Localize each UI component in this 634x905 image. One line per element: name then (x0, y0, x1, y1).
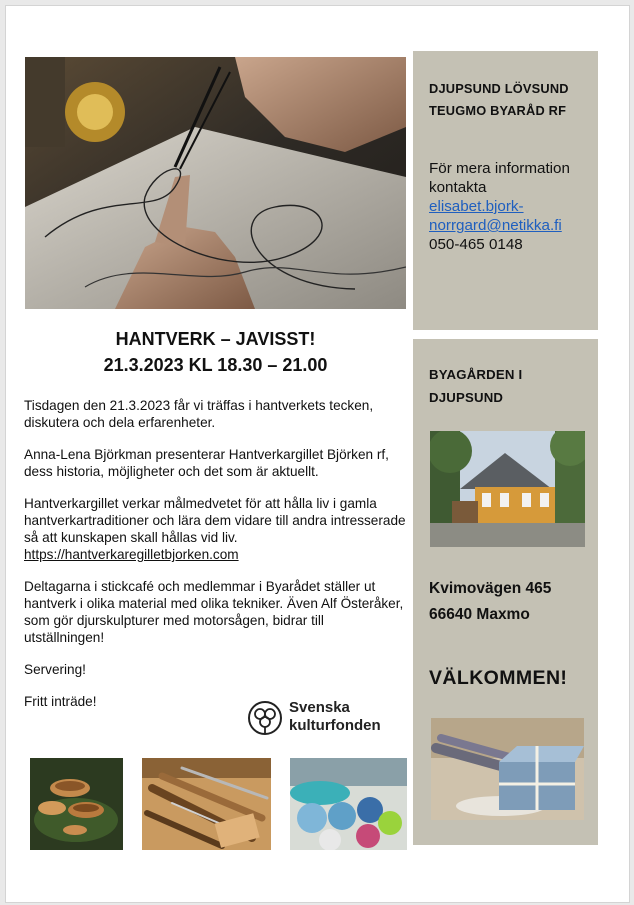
guild-text: Hantverkargillet verkar målmedvetet för att hålla liv i gamla hantverkartraditioner och lära dem vidare till andra intresserade så att kunskapen skall hållas vid liv. (24, 496, 406, 545)
organizer-line2: TEUGMO BYARÅD RF (429, 103, 567, 118)
organizer-name (429, 78, 569, 122)
logo-line1: Svenska (289, 699, 350, 716)
paragraph-presenter: Anna-Lena Björkman presenterar Hantverkargillet Björken rf, dess historia, möjligheter och det som är aktuellt. (24, 447, 389, 479)
event-description (24, 397, 406, 725)
info-line2: kontakta (429, 179, 487, 196)
info-line1: För mera information (429, 160, 570, 177)
phone-number: 050-465 0148 (429, 236, 523, 253)
email-link[interactable] (429, 197, 570, 235)
guild-website-link[interactable]: https://hantverkaregilletbjorken.com (24, 547, 239, 562)
email-line2: norrgard@netikka.fi (429, 217, 562, 234)
address-line2: 66640 Maxmo (429, 606, 530, 623)
event-headline (25, 326, 406, 378)
event-title: HANTVERK – JAVISST! (115, 329, 316, 349)
photo-yarn-balls (290, 758, 407, 850)
venue-line1: BYAGÅRDEN I (429, 367, 523, 382)
paragraph-exhibition: Deltagarna i stickcafé och medlemmar i Byarådet ställer ut hantverk i olika material med olika tekniker. Även Alf Österåker, som gör djurskulpturer med motorsågen, bidrar till utställningen! (24, 579, 404, 645)
kulturfonden-knot-icon (247, 700, 283, 736)
email-line1: elisabet.bjork- (429, 198, 524, 215)
paragraph-intro: Tisdagen den 21.3.2023 får vi träffas i hantverkets tecken, diskutera och dela erfarenheter. (24, 398, 374, 430)
event-datetime: 21.3.2023 KL 18.30 – 21.00 (103, 355, 328, 375)
venue-address (429, 576, 551, 628)
photo-village-house (430, 431, 585, 547)
paragraph-refreshments: Servering! (24, 662, 86, 677)
logo-text (289, 699, 381, 735)
address-line1: Kvimovägen 465 (429, 580, 552, 597)
welcome-text: VÄLKOMMEN! (429, 667, 568, 689)
photo-wooden-bowls (30, 758, 123, 850)
photo-carving-tools (142, 758, 271, 850)
photo-gift-box-lavender (431, 718, 584, 820)
venue-name (429, 363, 522, 409)
organizer-line1: DJUPSUND LÖVSUND (429, 81, 569, 96)
venue-line2: DJUPSUND (429, 390, 504, 405)
logo-line2: kulturfonden (289, 717, 381, 734)
kulturfonden-logo (247, 698, 397, 738)
paragraph-guild (24, 495, 406, 563)
contact-info (429, 159, 570, 254)
hero-photo-wire-craft (25, 57, 406, 309)
paragraph-free-entry: Fritt inträde! (24, 694, 97, 709)
